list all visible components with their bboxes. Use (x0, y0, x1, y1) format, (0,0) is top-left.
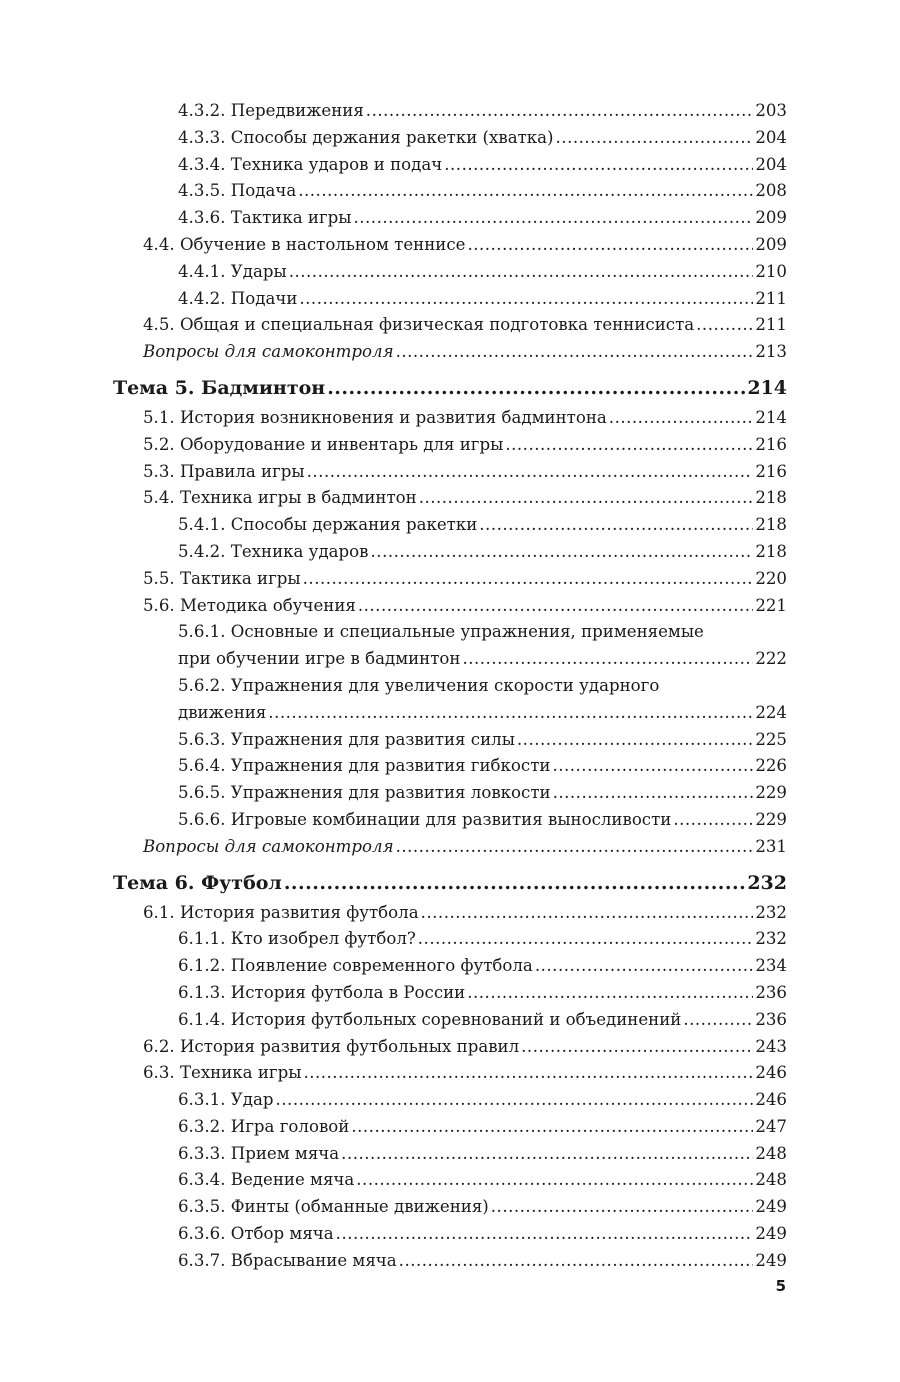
dot-leader (303, 566, 754, 593)
toc-entry (113, 432, 787, 459)
toc-page-number: 214 (755, 407, 787, 427)
toc-entry (113, 1007, 787, 1034)
toc-entry (113, 926, 787, 953)
toc-entry (113, 178, 787, 205)
toc-entry-title: Вопросы для самоконтроля (143, 836, 394, 856)
toc-page-number: 216 (755, 461, 787, 481)
toc-page-number: 249 (755, 1224, 787, 1244)
toc-entry (113, 953, 787, 980)
toc-page-number: 216 (755, 434, 787, 454)
table-of-contents (113, 98, 787, 1275)
toc-page-number: 208 (755, 181, 787, 201)
toc-page-number: 210 (755, 261, 787, 281)
toc-entry (113, 312, 787, 339)
dot-leader (462, 646, 753, 673)
dot-leader (553, 780, 754, 807)
toc-entry-title: 6.3.6. Отбор мяча (178, 1224, 334, 1244)
toc-entry (113, 807, 787, 834)
toc-entry (113, 900, 787, 927)
toc-entry-title: 6.3.5. Финты (обманные движения) (178, 1197, 489, 1217)
toc-entry-title: 6.3.7. Вбрасывание мяча (178, 1250, 397, 1270)
toc-entry (113, 512, 787, 539)
dot-leader (353, 205, 753, 232)
toc-entry-title: 5.5. Тактика игры (143, 568, 301, 588)
toc-entry (113, 405, 787, 432)
toc-page-number: 229 (755, 809, 787, 829)
toc-entry (113, 485, 787, 512)
toc-page-number: 248 (755, 1170, 787, 1190)
toc-entry (113, 98, 787, 125)
toc-page-number: 231 (755, 836, 787, 856)
toc-page-number: 224 (755, 702, 787, 722)
toc-topic-heading (113, 373, 787, 403)
toc-entry-title: 5.3. Правила игры (143, 461, 305, 481)
dot-leader (696, 312, 753, 339)
toc-entry (113, 727, 787, 754)
toc-entry (113, 232, 787, 259)
dot-leader (358, 593, 753, 620)
toc-entry-title: 4.3.3. Способы держания ракетки (хватка) (178, 127, 554, 147)
toc-entry-title: 6.1.2. Появление современного футбола (178, 956, 533, 976)
toc-entry (113, 700, 787, 727)
toc-entry (113, 753, 787, 780)
toc-page-number: 204 (755, 154, 787, 174)
toc-entry-first-line: 5.6.1. Основные и специальные упражнения, применяемые (178, 622, 704, 642)
toc-page-number: 218 (755, 488, 787, 508)
toc-entry-title: 4.3.2. Передвижения (178, 101, 364, 120)
dot-leader (299, 286, 753, 313)
toc-entry (113, 539, 787, 566)
dot-leader (418, 926, 754, 953)
dot-leader (467, 980, 753, 1007)
toc-entry-title: 6.3. Техника игры (143, 1063, 302, 1083)
dot-leader (327, 373, 745, 403)
toc-entry-title: 5.4.2. Техника ударов (178, 541, 369, 561)
toc-entry (113, 152, 787, 179)
dot-leader (289, 259, 754, 286)
dot-leader (552, 753, 753, 780)
dot-leader (396, 339, 754, 366)
toc-page-number: 221 (755, 595, 787, 615)
toc-entry-title: 6.1. История развития футбола (143, 902, 419, 922)
toc-entry (113, 205, 787, 232)
toc-page-number: 236 (755, 1009, 787, 1029)
toc-entry-title: 6.2. История развития футбольных правил (143, 1036, 520, 1056)
toc-entry-title: движения (178, 702, 267, 722)
dot-leader (356, 1167, 753, 1194)
toc-entry (113, 1167, 787, 1194)
toc-page-number: 236 (755, 982, 787, 1002)
toc-entry (113, 286, 787, 313)
toc-entry-title: 6.1.1. Кто изобрел футбол? (178, 929, 416, 949)
toc-page-number: 222 (755, 649, 787, 669)
toc-entry-title: 4.4.1. Удары (178, 261, 287, 281)
dot-leader (366, 98, 754, 125)
toc-page-number: 218 (755, 515, 787, 535)
dot-leader (535, 953, 753, 980)
toc-page-number: 213 (755, 342, 787, 362)
dot-leader (673, 807, 753, 834)
dot-leader (371, 539, 754, 566)
toc-entry (113, 780, 787, 807)
dot-leader (307, 459, 754, 486)
toc-page-number: 225 (755, 729, 787, 749)
toc-entry-title: 6.3.2. Игра головой (178, 1116, 350, 1136)
toc-entry (113, 1087, 787, 1114)
toc-entry (113, 339, 787, 366)
toc-page-number: 211 (755, 315, 787, 335)
toc-entry (113, 1141, 787, 1168)
toc-entry (113, 593, 787, 620)
dot-leader (421, 900, 754, 927)
toc-page-number: 247 (755, 1116, 787, 1136)
dot-leader (298, 178, 753, 205)
toc-entry-first-line: 5.6.2. Упражнения для увеличения скорости ударного (178, 675, 660, 695)
toc-page-number: 232 (747, 871, 787, 894)
toc-page-number: 211 (755, 288, 787, 308)
toc-entry (113, 259, 787, 286)
toc-page-number: 232 (755, 929, 787, 949)
toc-entry-title: Тема 5. Бадминтон (113, 376, 326, 399)
toc-entry (113, 566, 787, 593)
toc-entry-title: 5.6.6. Игровые комбинации для развития выносливости (178, 809, 672, 829)
toc-entry-title: 4.5. Общая и специальная физическая подготовка теннисиста (143, 315, 695, 335)
toc-page-number: 209 (755, 208, 787, 228)
dot-leader (467, 232, 753, 259)
dot-leader (609, 405, 754, 432)
dot-leader (284, 868, 746, 898)
toc-entry-title: 6.3.4. Ведение мяча (178, 1170, 355, 1190)
toc-entry-title: 5.6.5. Упражнения для развития ловкости (178, 783, 551, 803)
toc-page-number: 229 (755, 783, 787, 803)
toc-entry (113, 834, 787, 861)
toc-page-number: 214 (747, 376, 787, 399)
dot-leader (444, 152, 753, 179)
toc-entry (113, 646, 787, 673)
toc-entry-title: 5.2. Оборудование и инвентарь для игры (143, 434, 504, 454)
toc-entry (113, 1060, 787, 1087)
toc-entry (113, 1248, 787, 1275)
toc-page-number: 232 (755, 902, 787, 922)
toc-entry-title: 4.4. Обучение в настольном теннисе (143, 234, 466, 254)
toc-entry-title: 5.1. История возникновения и развития бадминтона (143, 407, 607, 427)
toc-entry-title: 5.4. Техника игры в бадминтон (143, 488, 417, 508)
dot-leader (505, 432, 753, 459)
dot-leader (341, 1141, 753, 1168)
toc-entry-title: 4.3.4. Техника ударов и подач (178, 154, 443, 174)
toc-page-number: 220 (755, 568, 787, 588)
toc-entry-title: 4.4.2. Подачи (178, 288, 298, 308)
toc-page-number: 243 (755, 1036, 787, 1056)
toc-page-number: 209 (755, 234, 787, 254)
dot-leader (396, 834, 754, 861)
toc-page-number: 218 (755, 541, 787, 561)
toc-page-number: 203 (755, 101, 787, 120)
page-number: 5 (775, 1277, 786, 1295)
toc-entry (113, 459, 787, 486)
dot-leader (399, 1248, 754, 1275)
toc-page-number: 248 (755, 1143, 787, 1163)
toc-entry (113, 1221, 787, 1248)
dot-leader (491, 1194, 754, 1221)
toc-entry-title: 5.6.3. Упражнения для развития силы (178, 729, 515, 749)
toc-entry-title: 6.1.3. История футбола в России (178, 982, 466, 1002)
dot-leader (276, 1087, 754, 1114)
toc-entry (113, 125, 787, 152)
toc-page-number: 249 (755, 1197, 787, 1217)
toc-page-number: 226 (755, 756, 787, 776)
toc-entry-title: 6.1.4. История футбольных соревнований и объединений (178, 1009, 682, 1029)
dot-leader (517, 727, 753, 754)
dot-leader (336, 1221, 754, 1248)
dot-leader (419, 485, 754, 512)
toc-entry (113, 1194, 787, 1221)
toc-entry-title: 4.3.5. Подача (178, 181, 297, 201)
toc-entry-title: 6.3.3. Прием мяча (178, 1143, 340, 1163)
dot-leader (556, 125, 754, 152)
toc-page-number: 234 (755, 956, 787, 976)
toc-page-number: 204 (755, 127, 787, 147)
toc-entry-title: Тема 6. Футбол (113, 871, 282, 894)
dot-leader (683, 1007, 753, 1034)
toc-entry-title: 5.4.1. Способы держания ракетки (178, 515, 478, 535)
dot-leader (351, 1114, 753, 1141)
dot-leader (303, 1060, 753, 1087)
toc-entry (113, 980, 787, 1007)
dot-leader (479, 512, 753, 539)
toc-topic-heading (113, 868, 787, 898)
toc-entry (113, 1034, 787, 1061)
toc-entry-title: 4.3.6. Тактика игры (178, 208, 352, 228)
toc-entry-title: при обучении игре в бадминтон (178, 649, 461, 669)
dot-leader (521, 1034, 753, 1061)
toc-page-number: 246 (755, 1063, 787, 1083)
toc-page-number: 249 (755, 1250, 787, 1270)
toc-entry-title: 6.3.1. Удар (178, 1090, 274, 1110)
toc-page-number: 246 (755, 1090, 787, 1110)
toc-entry (113, 1114, 787, 1141)
dot-leader (268, 700, 753, 727)
toc-entry-title: Вопросы для самоконтроля (143, 342, 394, 362)
toc-entry-title: 5.6.4. Упражнения для развития гибкости (178, 756, 551, 776)
toc-entry-title: 5.6. Методика обучения (143, 595, 356, 615)
